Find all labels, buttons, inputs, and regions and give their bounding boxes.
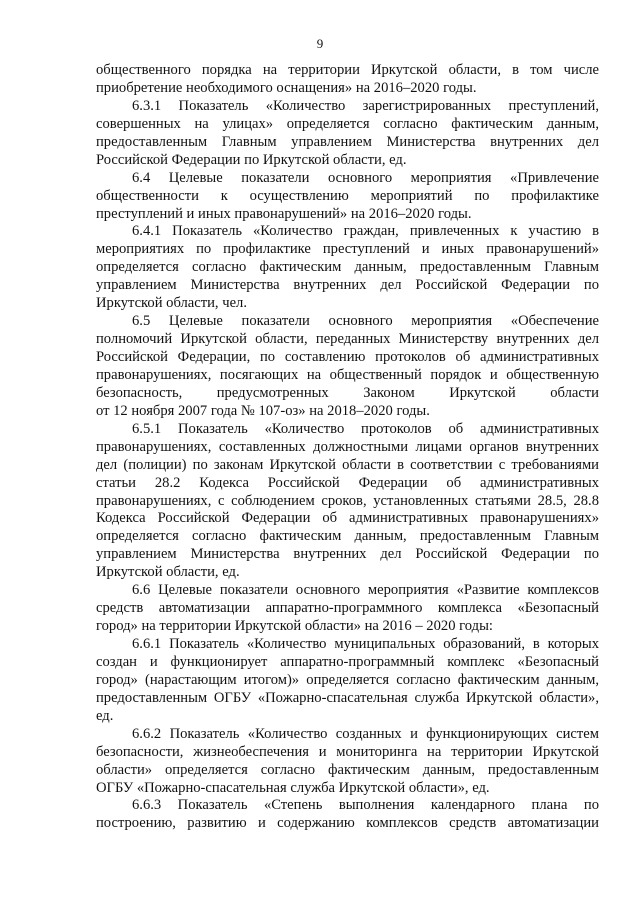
text-line: Иркутской области, ед. xyxy=(96,564,240,581)
text-line: приобретение необходимого оснащения» на 2016–2020 годы. xyxy=(96,79,477,96)
text-line: 6.6.1 Показатель «Количество муниципальных образований, в которых xyxy=(132,636,599,652)
page-number: 9 xyxy=(316,36,324,51)
text-line: управлением Министерства внутренних дел Российской Федерации по xyxy=(96,277,599,294)
text-line: общественного порядка на территории Иркутской области, в том числе xyxy=(96,62,599,78)
text-line: дел (полиции) по законам Иркутской области в соответствии с требованиями xyxy=(96,456,599,473)
text-line: 6.6.3 Показатель «Степень выполнения календарного плана по xyxy=(132,797,599,814)
text-line: 6.6.2 Показатель «Количество созданных и функционирующих систем xyxy=(132,725,599,742)
text-line: средств автоматизации аппаратно-программного комплекса «Безопасный xyxy=(96,600,599,617)
text-line: совершенных на улицах» определяется согласно фактическим данным, xyxy=(96,115,599,132)
text-line: управлением Министерства внутренних дел Российской Федерации по xyxy=(96,546,599,563)
text-line: общественности к осуществлению мероприятий по профилактике xyxy=(96,187,599,204)
text-line: построению, развитию и содержанию комплексов средств автоматизации xyxy=(96,815,599,832)
text-line: безопасности, жизнеобеспечения и мониторинга на территории Иркутской xyxy=(96,743,599,760)
text-line: Иркутской области, чел. xyxy=(96,295,247,312)
text-line: предоставленным Главным управлением Министерства внутренних дел xyxy=(96,133,599,150)
text-line: мероприятиях по профилактике преступлений и иных правонарушений» xyxy=(96,241,599,258)
text-line: город» (нарастающим итогом)» определяется согласно фактическим данным, xyxy=(96,671,599,688)
text-line: предоставленным ОГБУ «Пожарно-спасательная служба Иркутской области», xyxy=(96,689,599,706)
text-line: Российской Федерации по Иркутской области, ед. xyxy=(96,151,407,168)
body-text xyxy=(96,62,599,833)
text-line: статьи 28.2 Кодекса Российской Федерации об административных xyxy=(96,474,599,491)
text-line: город» на территории Иркутской области» на 2016 – 2020 годы: xyxy=(96,618,493,635)
text-line: 6.5.1 Показатель «Количество протоколов об административных xyxy=(132,420,599,437)
text-line: Российской Федерации, по составлению протоколов об административных xyxy=(96,349,599,365)
text-line: ОГБУ «Пожарно-спасательная служба Иркутской области», ед. xyxy=(96,779,490,796)
text-line: правонарушениях, с соблюдением сроков, установленных статьями 28.5, 28.8 xyxy=(96,492,599,509)
text-line: Кодекса Российской Федерации об административных правонарушениях» xyxy=(96,510,599,527)
text-line: правонарушениях, посягающих на общественный порядок и общественную xyxy=(96,366,599,383)
text-line: полномочий Иркутской области, переданных Министерству внутренних дел xyxy=(96,331,599,348)
text-line: определяется согласно фактическим данным, предоставленным Главным xyxy=(96,259,599,276)
text-line: 6.4.1 Показатель «Количество граждан, привлеченных к участию в xyxy=(132,223,599,240)
text-line: 6.4 Целевые показатели основного мероприятия «Привлечение xyxy=(132,169,599,186)
text-line: безопасность, предусмотренных Законом Иркутской области xyxy=(96,384,599,401)
text-line: правонарушениях, составленных должностными лицами органов внутренних xyxy=(96,438,599,455)
text-line: от 12 ноября 2007 года № 107-оз» на 2018–2020 годы. xyxy=(96,402,430,419)
text-line: ед. xyxy=(96,707,114,724)
text-line: 6.6 Целевые показатели основного мероприятия «Развитие комплексов xyxy=(132,582,599,599)
text-line: 6.3.1 Показатель «Количество зарегистрированных преступлений, xyxy=(132,97,599,114)
text-line: преступлений и иных правонарушений» на 2016–2020 годы. xyxy=(96,205,472,222)
text-line: создан и функционирует аппаратно-программный комплекс «Безопасный xyxy=(96,653,599,670)
text-line: определяется согласно фактическим данным, предоставленным Главным xyxy=(96,528,599,545)
text-line: 6.5 Целевые показатели основного мероприятия «Обеспечение xyxy=(132,313,599,330)
text-line: области» определяется согласно фактическим данным, предоставленным xyxy=(96,761,599,778)
